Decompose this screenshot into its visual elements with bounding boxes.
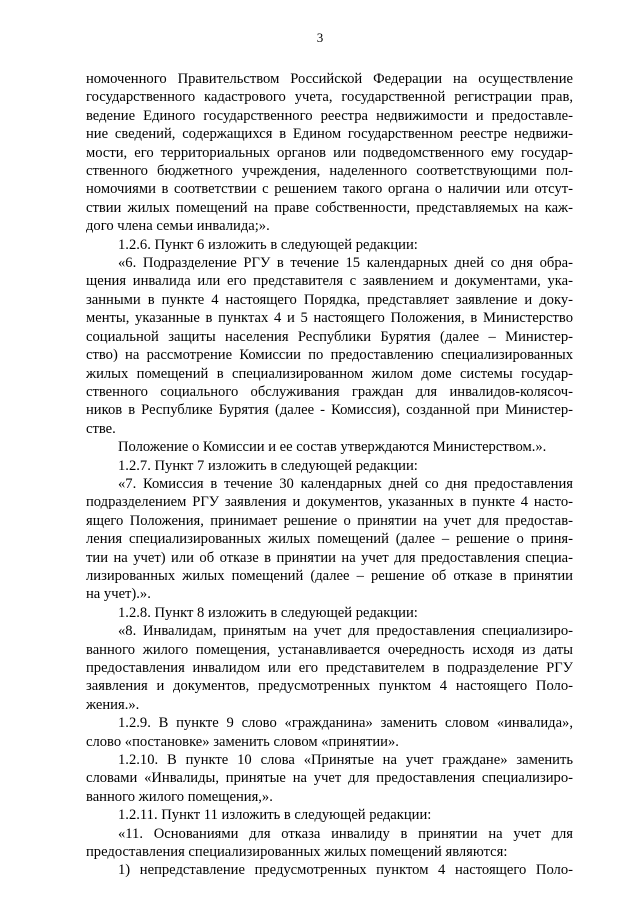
- text-line: ников в Республике Бурятия (далее - Комиссия), созданной при Министер-: [86, 402, 573, 419]
- text-line: государственного кадастрового учета, государственной регистрации прав,: [86, 89, 573, 106]
- text-line: ственного социального обслуживания граждан для инвалидов-колясоч-: [86, 383, 573, 400]
- text-line: слово «постановке» заменить словом «принятии».: [86, 733, 399, 750]
- text-line: занными в пункте 4 настоящего Порядка, представляет заявление и доку-: [86, 291, 573, 308]
- text-line: ние сведений, содержащихся в Едином государственном реестре недвижи-: [86, 126, 573, 143]
- text-line: словами «Инвалиды, принятые на учет для предоставления специализиро-: [86, 770, 573, 787]
- text-line: менты, указанные в пунктах 4 и 5 настоящего Положения, в Министерство: [86, 310, 573, 327]
- paragraph: [86, 714, 573, 751]
- text-line: номоченного Правительством Российской Федерации на осуществление: [86, 71, 573, 87]
- paragraph: [86, 254, 573, 438]
- text-line: подразделением РГУ заявления и документов, указанных в пункте 4 насто-: [86, 494, 573, 511]
- text-line: жилых помещений в специализированном жилом доме системы государ-: [86, 365, 573, 382]
- text-line: ственного бюджетного учреждения, наделенного соответствующими пол-: [86, 163, 573, 180]
- text-line: 1.2.6. Пункт 6 изложить в следующей редакции:: [118, 236, 418, 253]
- paragraph: [86, 475, 573, 604]
- text-line: ванного жилого помещения,».: [86, 788, 273, 805]
- text-line: заявления и документов, предусмотренных пунктом 4 настоящего Поло-: [86, 678, 573, 695]
- text-line: на учет).».: [86, 586, 151, 603]
- paragraph: [86, 457, 573, 475]
- text-line: 1.2.11. Пункт 11 изложить в следующей редакции:: [118, 807, 432, 824]
- page-number: 3: [316, 30, 324, 45]
- text-line: дого члена семьи инвалида;».: [86, 218, 270, 235]
- text-line: «8. Инвалидам, принятым на учет для предоставления специализиро-: [118, 623, 573, 640]
- text-line: «11. Основаниями для отказа инвалиду в принятии на учет для: [118, 825, 573, 842]
- document-body: [86, 70, 573, 880]
- paragraph: [86, 861, 573, 879]
- paragraph: [86, 438, 573, 456]
- paragraph: [86, 825, 573, 862]
- text-line: ство) на рассмотрение Комиссии по предоставлению специализированных: [86, 347, 573, 364]
- text-line: ления специализированных жилых помещений (далее – решение о приня-: [86, 531, 573, 548]
- text-line: «6. Подразделение РГУ в течение 15 календарных дней со дня обра-: [118, 255, 573, 272]
- text-line: предоставления инвалидом или его представителем в подразделение РГУ: [86, 660, 573, 676]
- text-line: 1.2.9. В пункте 9 слово «гражданина» заменить словом «инвалида»,: [118, 715, 573, 732]
- text-line: социальной защиты населения Республики Бурятия (далее – Министер-: [86, 328, 573, 345]
- paragraph: [86, 70, 573, 236]
- text-line: стве.: [86, 420, 116, 437]
- text-line: 1.2.7. Пункт 7 изложить в следующей редакции:: [118, 457, 418, 474]
- paragraph: [86, 622, 573, 714]
- text-line: 1.2.8. Пункт 8 изложить в следующей редакции:: [118, 604, 418, 621]
- text-line: предоставления специализированных жилых помещений являются:: [86, 844, 508, 861]
- text-line: ведение Единого государственного реестра недвижимости и предоставле-: [86, 107, 573, 124]
- text-line: 1) непредставление предусмотренных пунктом 4 настоящего Поло-: [118, 862, 573, 879]
- text-line: мости, его территориальных органов или подведомственного ему государ-: [86, 144, 573, 161]
- text-line: тии на учет) или об отказе в принятии на учет для предоставления специа-: [86, 549, 573, 566]
- text-line: «7. Комиссия в течение 30 календарных дней со дня предоставления: [118, 475, 573, 492]
- text-line: номочиями в соответствии с решением такого органа о наличии или отсут-: [86, 181, 573, 198]
- text-line: лизированных жилых помещений (далее – решение об отказе в принятии: [86, 567, 573, 584]
- text-line: Положение о Комиссии и ее состав утверждаются Министерством.».: [118, 439, 547, 456]
- paragraph: [86, 236, 573, 254]
- text-line: ящего Положения, принимает решение о принятии на учет для предостав-: [86, 512, 573, 529]
- paragraph: [86, 604, 573, 622]
- text-line: щения инвалида или его представителя с заявлением и документами, ука-: [86, 273, 573, 290]
- text-line: ствии жилых помещений на праве собственности, представляемых на каж-: [86, 199, 573, 216]
- paragraph: [86, 751, 573, 806]
- text-line: ванного жилого помещения, устанавливается очередность исходя из даты: [86, 641, 573, 658]
- text-line: жения.».: [86, 696, 140, 713]
- text-line: 1.2.10. В пункте 10 слова «Принятые на учет граждане» заменить: [118, 752, 573, 769]
- paragraph: [86, 806, 573, 824]
